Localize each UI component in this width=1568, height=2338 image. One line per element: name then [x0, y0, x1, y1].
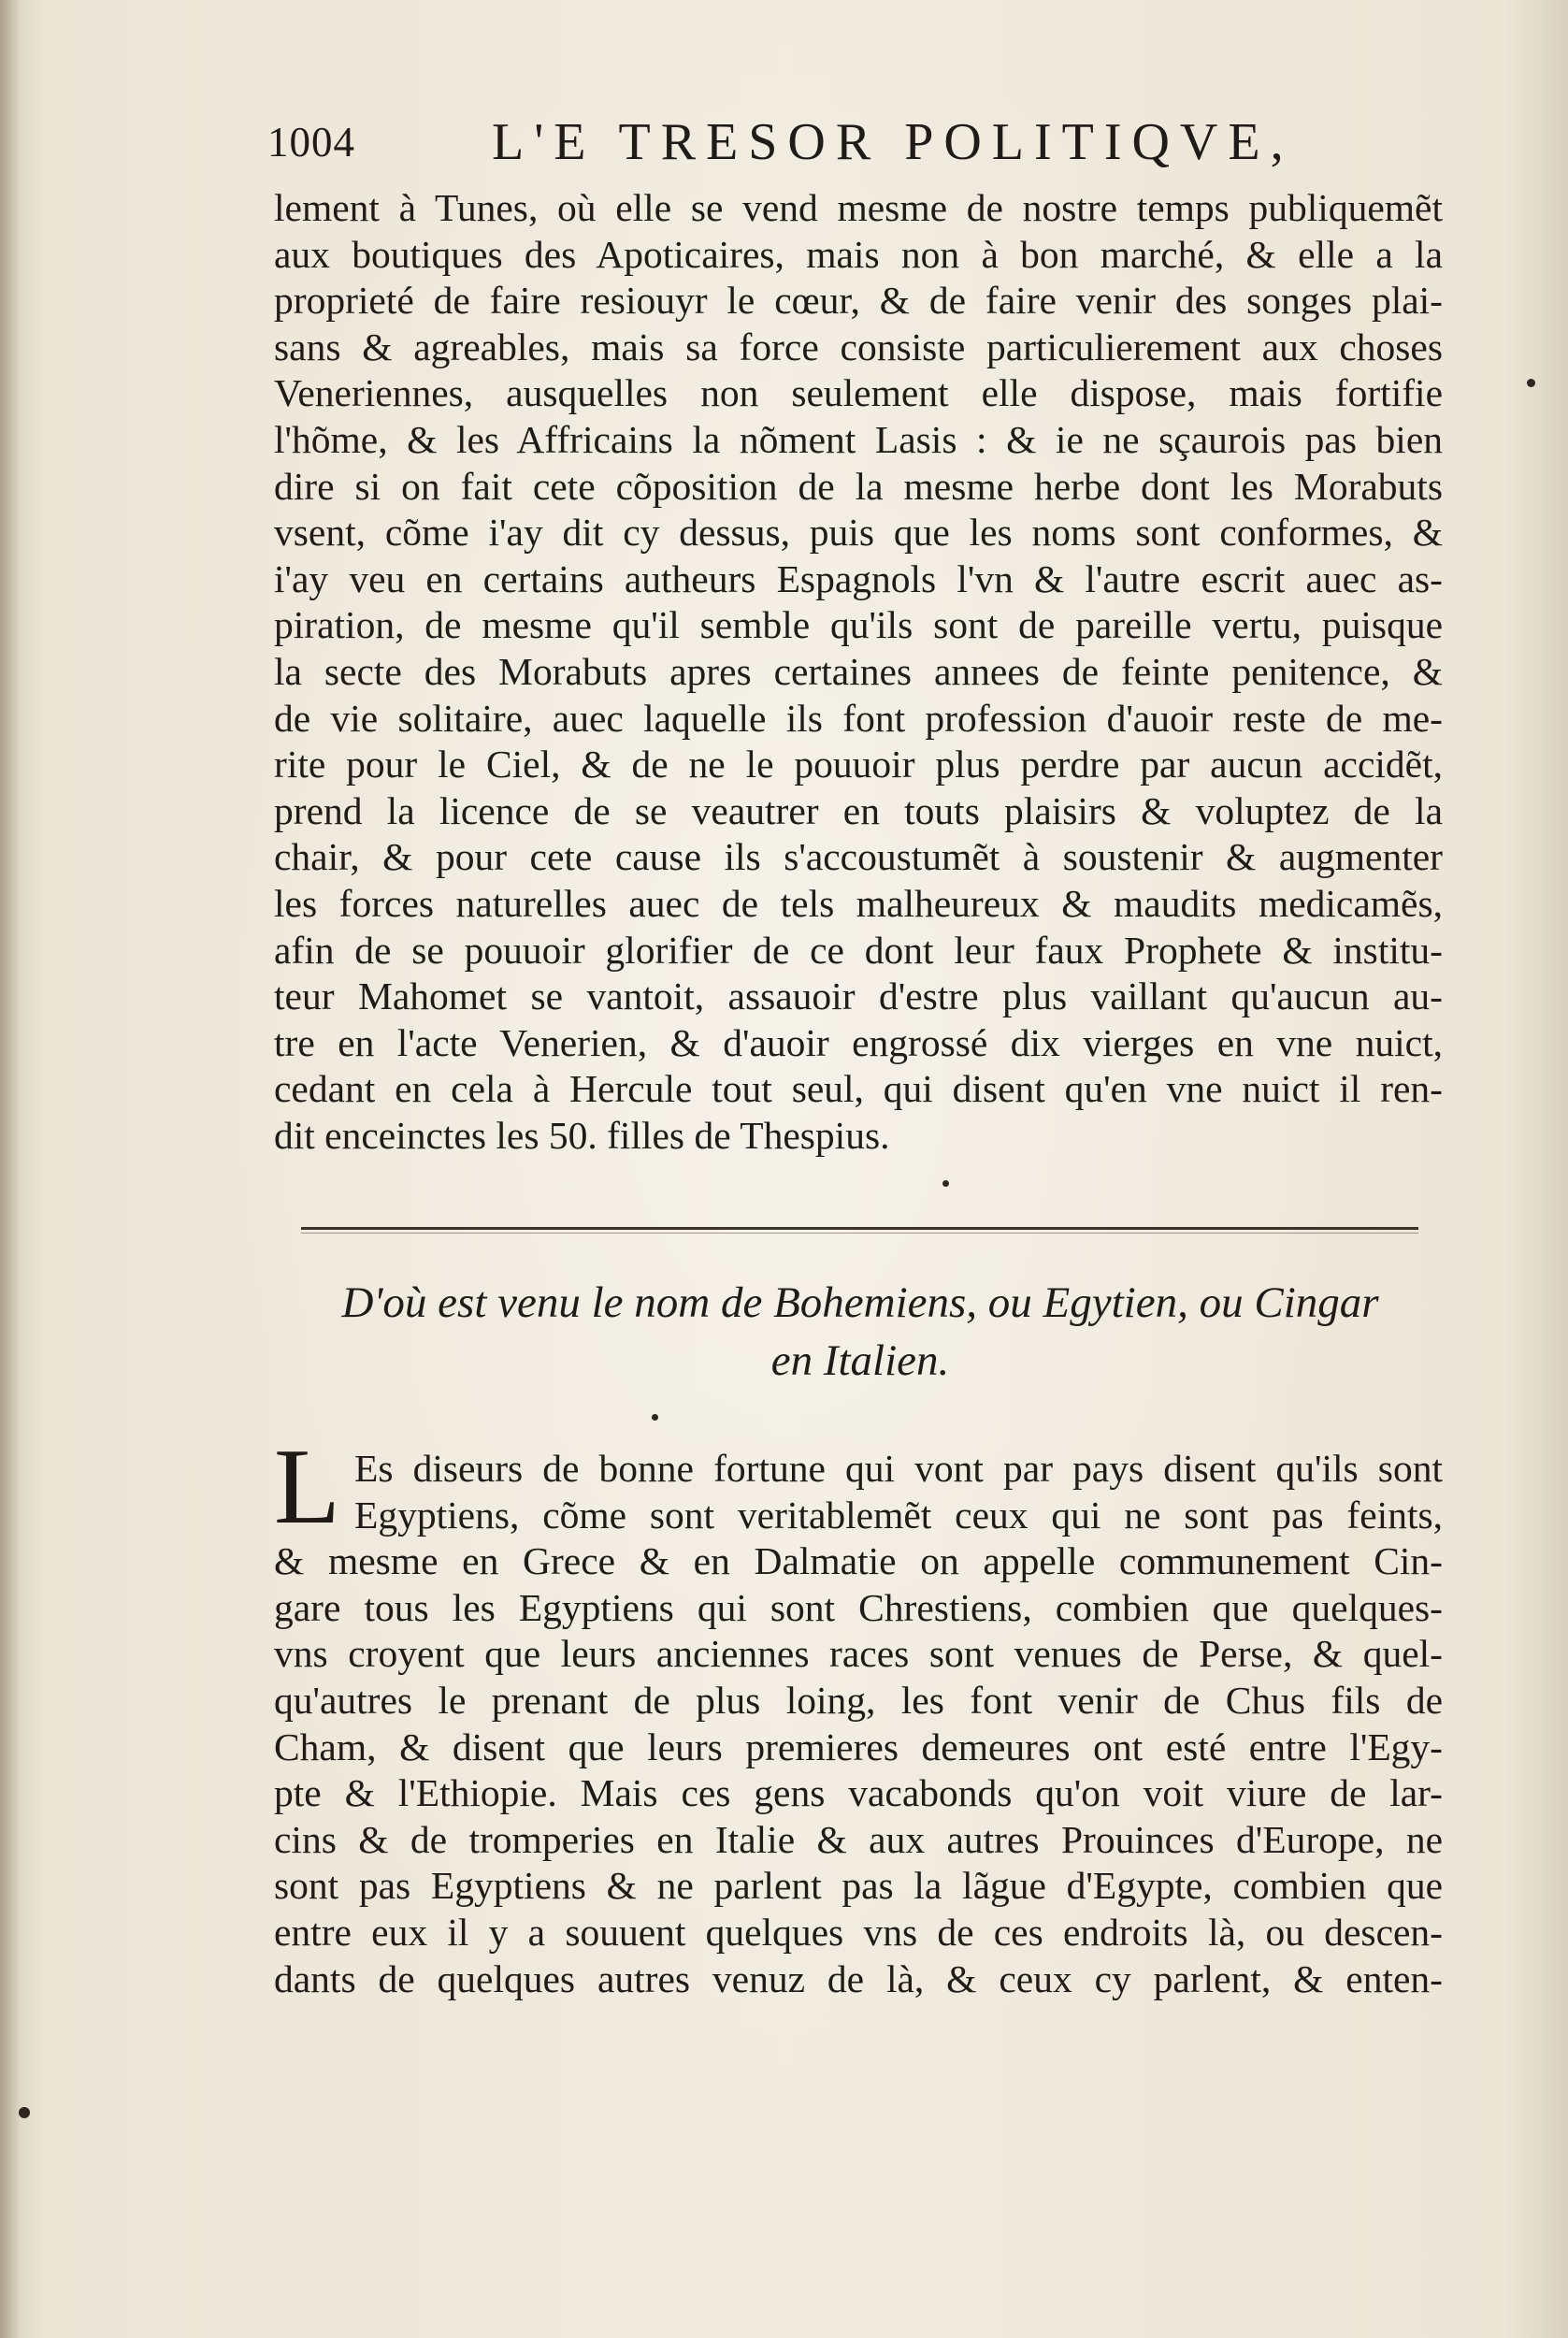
text-line: Veneriennes, ausquelles non seulement elle dispose, mais fortifie — [274, 371, 1443, 415]
ink-speck — [1527, 379, 1535, 387]
ink-speck — [942, 1180, 949, 1187]
text-line: pte & l'Ethiopie. Mais ces gens vacabonds qu'on voit viure de lar- — [274, 1771, 1443, 1815]
text-line: proprieté de faire resiouyr le cœur, & de faire venir des songes plai- — [274, 279, 1443, 323]
text-line: gare tous les Egyptiens qui sont Chrestiens, combien que quelques- — [274, 1585, 1443, 1629]
drop-cap: L — [274, 1427, 340, 1547]
ink-speck — [19, 2107, 30, 2118]
text-line: & mesme en Grece & en Dalmatie on appelle communement Cin- — [274, 1539, 1443, 1583]
text-line: les forces naturelles auec de tels malheureux & maudits medicamẽs, — [274, 881, 1443, 925]
text-line: dit enceinctes les 50. filles de Thespius. — [274, 1113, 890, 1157]
text-line: aux boutiques des Apoticaires, mais non à bon marché, & elle a la — [274, 232, 1443, 276]
text-line: rite pour le Ciel, & de ne le pouuoir plus perdre par aucun accidẽt, — [274, 743, 1443, 787]
text-line: dants de quelques autres venuz de là, & ceux cy parlent, & enten- — [274, 1956, 1443, 2000]
section-divider — [301, 1227, 1418, 1230]
section-heading — [281, 1274, 1440, 1390]
text-line: cedant en cela à Hercule tout seul, qui disent qu'en vne nuict il ren- — [274, 1067, 1443, 1111]
passage-continued — [274, 185, 1443, 1159]
text-line: sans & agreables, mais sa force consiste particulierement aux choses — [274, 325, 1443, 368]
running-title: L'E TRESOR POLITIQVE, — [492, 113, 1294, 171]
text-line: i'ay veu en certains autheurs Espagnols l'vn & l'autre escrit auec as- — [274, 556, 1443, 600]
text-line: l'hõme, & les Affricains la nõment Lasis : & ie ne sçaurois pas bien — [274, 417, 1443, 461]
text-line: prend la licence de se veautrer en touts plaisirs & voluptez de la — [274, 788, 1443, 832]
text-line: sont pas Egyptiens & ne parlent pas la lãgue d'Egypte, combien que — [274, 1864, 1443, 1908]
text-line: lement à Tunes, où elle se vend mesme de nostre temps publiquemẽt — [274, 186, 1443, 229]
section-heading-line: D'où est venu le nom de Bohemiens, ou Egytien, ou Cingar — [341, 1278, 1379, 1327]
text-line: de vie solitaire, auec laquelle ils font profession d'auoir reste de me- — [274, 696, 1443, 740]
text-line: dire si on fait cete cõposition de la mesme herbe dont les Morabuts — [274, 464, 1443, 508]
text-line: cins & de tromperies en Italie & aux autres Prouinces d'Europe, ne — [274, 1817, 1443, 1861]
text-line: chair, & pour cete cause ils s'accoustumẽt à soustenir & augmenter — [274, 835, 1443, 879]
text-line: afin de se pouuoir glorifier de ce dont leur faux Prophete & institu- — [274, 928, 1443, 972]
text-line: vns croyent que leurs anciennes races sont venues de Perse, & quel- — [274, 1632, 1443, 1676]
text-line: la secte des Morabuts apres certaines annees de feinte penitence, & — [274, 649, 1443, 693]
page-number: 1004 — [267, 119, 355, 166]
ink-speck — [652, 1414, 658, 1421]
running-head — [267, 112, 1460, 187]
text-line: teur Mahomet se vantoit, assauoir d'estre plus vaillant qu'aucun au- — [274, 974, 1443, 1018]
spine-shadow — [0, 0, 21, 2338]
text-line: entre eux il y a souuent quelques vns de ces endroits là, ou descen- — [274, 1910, 1443, 1954]
section-body — [274, 1446, 1443, 2002]
text-line: Egyptiens, cõme sont veritablemẽt ceux qui ne sont pas feints, — [354, 1493, 1443, 1537]
text-line: tre en l'acte Venerien, & d'auoir engrossé dix vierges en vne nuict, — [274, 1020, 1443, 1064]
section-heading-line: en Italien. — [770, 1336, 950, 1385]
text-line: Cham, & disent que leurs premieres demeures ont esté entre l'Egy- — [274, 1725, 1443, 1768]
text-line: piration, de mesme qu'il semble qu'ils sont de pareille vertu, puisque — [274, 603, 1443, 647]
text-line: qu'autres le prenant de plus loing, les font venir de Chus fils de — [274, 1678, 1443, 1722]
text-line: Es diseurs de bonne fortune qui vont par pays disent qu'ils sont — [354, 1447, 1443, 1490]
text-line: vsent, cõme i'ay dit cy dessus, puis que les noms sont conformes, & — [274, 511, 1443, 555]
